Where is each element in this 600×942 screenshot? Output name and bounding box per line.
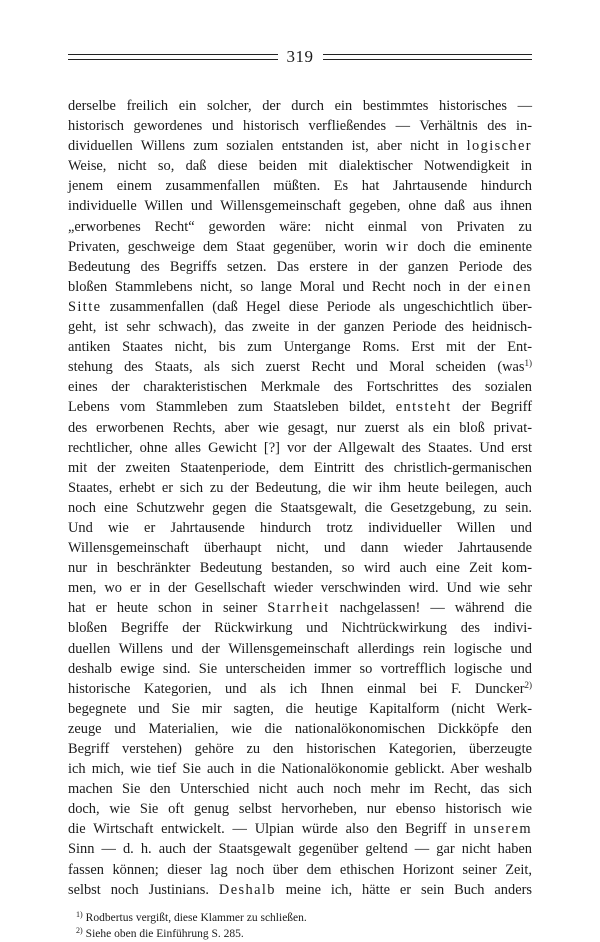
text-line: men, wo er in der Gesellschaft wieder verschwinden wird. Und wie sehr — [68, 580, 532, 597]
main-text — [68, 96, 532, 900]
text-line: jenem einem zusammenfallen müßten. Es hat Jahrtausende hindurch — [68, 178, 532, 195]
text-line: geht, ist sehr schwach), das zweite in der ganzen Periode des heidnisch- — [68, 319, 532, 336]
text-line: deshalb ewige sind. Sie unterscheiden immer so vortrefflich logische und — [68, 660, 532, 677]
footnote-marker: 1) — [524, 358, 532, 369]
text-line: begegnete und Sie mir sagten, die heutige Kapitalform (nicht Werk- — [68, 700, 532, 717]
text-line: fassen können; dieser lag noch über dem ethischen Horizont seiner Zeit, — [68, 861, 532, 878]
footnote-text: Siehe oben die Einführung S. 285. — [85, 927, 244, 940]
spaced-emphasis: Starrheit — [267, 600, 330, 617]
text-line: duellen Willens und der Willensgemeinschaft allerdings rein logische und — [68, 640, 532, 657]
text-line: Lebens vom Stammleben zum Staatsleben bildet, entsteht der Begriff — [68, 399, 532, 416]
page-number: 319 — [286, 47, 314, 66]
text-line: „erworbenes Recht“ geworden wäre: nicht einmal von Privaten zu — [68, 218, 532, 235]
text-line: Weise, nicht so, daß diese beiden mit dialektischer Notwendigkeit in — [68, 158, 532, 175]
header-rule-right — [323, 54, 533, 60]
spaced-emphasis: entsteht — [395, 399, 452, 416]
header-rule-left — [68, 54, 278, 60]
text-line: selbst noch Justinians. Deshalb meine ich, hätte er sein Buch anders — [68, 881, 532, 898]
text-line: Bedeutung des Begriffs setzen. Das erstere in der ganzen Periode des — [68, 258, 532, 275]
footnote-2 — [68, 926, 532, 942]
spaced-emphasis: wir — [385, 238, 410, 255]
text-line: dividuellen Willens zum sozialen entstanden ist, aber nicht in logischer — [68, 138, 532, 155]
text-line: rechtlicher, ohne alles Gewicht [?] vor der Allgewalt des Staates. Und erst — [68, 439, 532, 456]
text-line: stehung des Staats, als sich zuerst Recht und Moral scheiden (was$^{1)}$ — [68, 358, 532, 376]
page-header — [68, 44, 532, 70]
text-line: zeuge und Materialien, wie die nationalökonomischen Dickköpfe den — [68, 720, 532, 737]
footnote-1 — [68, 910, 532, 926]
text-line: Begriff verstehen) gehöre zu den historischen Kategorien, überzeugte — [68, 741, 532, 757]
text-line: Staates, erhebt er sich zu der Bedeutung, die wir ihm heute beilegen, auch — [68, 479, 532, 496]
text-line: historische Kategorien, und als ich Ihnen einmal bei F. Duncker$^{2)}$ — [68, 679, 532, 697]
spaced-emphasis: Deshalb — [218, 881, 276, 898]
text-line: mit der zweiten Staatenperiode, dem Eintritt des christlich-germanischen — [68, 459, 532, 476]
text-line: Privaten, geschweige dem Staat gegenüber, worin wir doch die eminente — [68, 238, 533, 255]
text-line: hat er heute schon in seiner Starrheit nachgelassen! — während die — [68, 600, 532, 617]
text-line: die Wirtschaft entwickelt. — Ulpian würde also den Begriff in unserem — [68, 821, 532, 838]
text-line: eines der charakteristischen Merkmale des Fortschrittes des sozialen — [68, 379, 532, 396]
footnote-text: Rodbertus vergißt, diese Klammer zu schließen. — [85, 911, 307, 924]
spaced-emphasis: logischer — [466, 138, 532, 155]
text-line: nur in beschränkter Bedeutung bestanden, so wird auch eine Zeit kom- — [68, 560, 532, 577]
footnote-marker: 1) — [76, 909, 83, 919]
footnote-marker: 2) — [524, 679, 532, 690]
text-line: ich mich, wie tief Sie auch in die Nationalökonomie geblickt. Aber weshalb — [68, 761, 532, 778]
text-line: machen Sie den Unterschied nicht auch noch mehr im Recht, das sich — [68, 781, 532, 798]
text-line: individuelle Willen und Willensgemeinschaft gegeben, ohne daß aus ihnen — [68, 198, 532, 215]
text-line: doch, wie Sie oft genug selbst hervorheben, nur ebenso historisch wie — [68, 801, 532, 818]
spaced-emphasis: einen — [493, 278, 532, 295]
spaced-emphasis: Sitte — [68, 298, 102, 315]
footnotes — [68, 910, 532, 942]
spaced-emphasis: unserem — [473, 821, 532, 838]
text-line: antiken Staates nicht, bis zum Untergange Roms. Erst mit der Ent- — [68, 339, 532, 356]
text-line: Und wie er Jahrtausende hindurch trotz individueller Willen und — [68, 519, 532, 536]
text-line: noch eine Schutzwehr gegen die Staatsgewalt, die Gesetzgebung, zu sein. — [68, 499, 532, 516]
footnote-marker: 2) — [76, 925, 83, 935]
text-line: historisch gewordenes und historisch verfließendes — Verhältnis des in- — [68, 118, 532, 135]
book-page — [68, 44, 532, 942]
text-line: bloßen Stammlebens nicht, so lange Moral und Recht noch in der einen — [68, 278, 532, 295]
text-line: Sinn — d. h. auch der Staatsgewalt gegenüber geltend — gar nicht haben — [68, 841, 532, 858]
text-line: derselbe freilich ein solcher, der durch ein bestimmtes historisches — — [68, 98, 532, 114]
text-line: bloßen Begriffe der Rückwirkung und Nichtrückwirkung des indivi- — [68, 620, 532, 637]
text-line: Sitte zusammenfallen (daß Hegel diese Periode als ungeschichtlich über- — [68, 298, 532, 315]
text-line: des erworbenen Rechts, aber wie gesagt, nur zuerst als ein bloß privat- — [68, 419, 532, 436]
text-line: Willensgemeinschaft überhaupt nicht, und dann wieder Jahrtausende — [68, 540, 532, 557]
